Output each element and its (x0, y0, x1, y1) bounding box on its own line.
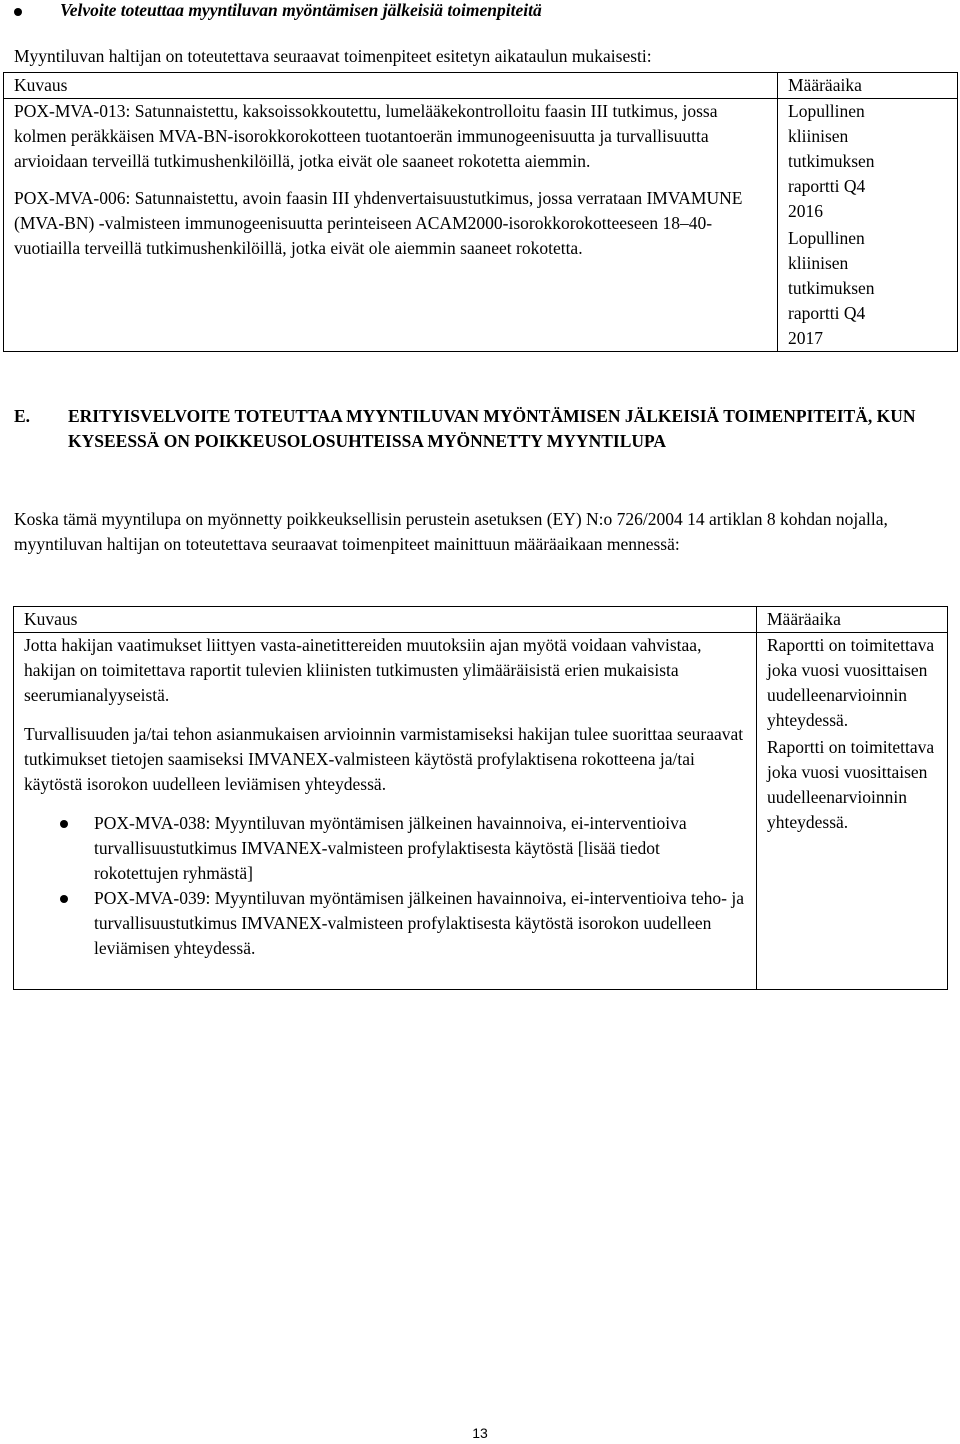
row-description-text: POX-MVA-006: Satunnaistettu, avoin faasin III yhdenvertaisuustutkimus, jossa verrataan IMVAMUNE (MVA-BN) -valmisteen immunogeenisuutta perinteiseen ACAM2000-isorokkorokotteeseen 18–40-vuotiailla terveillä tutkimushenkilöillä, jotka eivät ole aiemmin saaneet rokotetta. (14, 188, 743, 258)
header-description: Kuvaus (14, 607, 757, 633)
row-deadline-text: Lopullinen kliinisen tutkimuksen raportti Q4 2017 (788, 228, 875, 348)
row-deadline (778, 99, 958, 352)
table-header-row (4, 73, 958, 99)
row-description-text: Jotta hakijan vaatimukset liittyen vasta-ainetittereiden muutoksiin ajan myötä voidaan vahvistaa, hakijan on toimitettava raportit tulevien kliinisten tutkimusten ylimääräisistä erien mukaisista seerumianalyyseistä. (24, 635, 702, 705)
section-e-paragraph: Koska tämä myyntilupa on myönnetty poikkeuksellisin perustein asetuksen (EY) N:o 726/2004 14 artiklan 8 kohdan nojalla, myyntiluvan haltijan on toteutettava seuraavat toimenpiteet mainittuun määräaikaan mennessä: (14, 509, 888, 554)
row-deadline-text: Raportti on toimitettava joka vuosi vuosittaisen uudelleenarvioinnin yhteydessä. (767, 737, 935, 832)
row-description (14, 633, 757, 990)
bullet-icon (60, 895, 68, 903)
list-item (24, 811, 746, 886)
row-deadline-text: Raportti on toimitettava joka vuosi vuosittaisen uudelleenarvioinnin yhteydessä. (767, 635, 935, 730)
row-description (4, 99, 778, 352)
row-deadline (757, 633, 948, 990)
table-row (4, 99, 958, 352)
section-heading-text: ERITYISVELVOITE TOTEUTTAA MYYNTILUVAN MYÖNTÄMISEN JÄLKEISIÄ TOIMENPITEITÄ, KUN KYSEESSÄ ON POIKKEUSOLOSUHTEISSA MYÖNNETTY MYYNTILUPA (68, 406, 916, 451)
row-description-text: POX-MVA-013: Satunnaistettu, kaksoissokkoutettu, lumelääkekontrolloitu faasin III tutkimus, jossa kolmen peräkkäisen MVA-BN-isorokkorokotteen tuotantoerän immunogeenisuutta ja turvallisuutta arvioidaan terveillä tutkimushenkilöillä, jotka eivät ole saaneet rokotetta aiemmin. (14, 101, 718, 171)
obligations-table-2 (13, 606, 948, 990)
study-list (24, 811, 746, 961)
list-item-text: POX-MVA-038: Myyntiluvan myöntämisen jälkeinen havainnoiva, ei-interventioiva turvallisuustutkimus IMVANEX-valmisteen profylaktisesta käytöstä [lisää tiedot rokotettujen ryhmästä] (94, 813, 687, 883)
table-header-row (14, 607, 948, 633)
header-description: Kuvaus (4, 73, 778, 99)
bullet-icon (60, 820, 68, 828)
header-deadline: Määräaika (757, 607, 948, 633)
intro-line: Myyntiluvan haltijan on toteutettava seuraavat toimenpiteet esitetyn aikataulun mukaisesti: (14, 46, 652, 66)
obligations-table-1 (3, 72, 958, 352)
list-item (24, 886, 746, 961)
page-number: 13 (472, 1425, 488, 1441)
header-deadline: Määräaika (778, 73, 958, 99)
row-description-text: Turvallisuuden ja/tai tehon asianmukaisen arvioinnin varmistamiseksi hakijan tulee suorittaa seuraavat tutkimukset tietojen saamiseksi IMVANEX-valmisteen käytöstä profylaktisena rokotteena ja/tai käytöstä isorokon uudelleen leviämisen yhteydessä. (24, 724, 744, 794)
table-row (14, 633, 948, 990)
list-item-text: POX-MVA-039: Myyntiluvan myöntämisen jälkeinen havainnoiva, ei-interventioiva teho- ja turvallisuustutkimus IMVANEX-valmisteen profylaktisesta käytöstä isorokon uudelleen leviämisen yhteydessä. (94, 888, 744, 958)
row-deadline-text: Lopullinen kliinisen tutkimuksen raportti Q4 2016 (788, 101, 875, 221)
bullet-icon (14, 8, 22, 16)
section-title: Velvoite toteuttaa myyntiluvan myöntämisen jälkeisiä toimenpiteitä (60, 0, 542, 20)
section-letter: E. (14, 406, 31, 426)
